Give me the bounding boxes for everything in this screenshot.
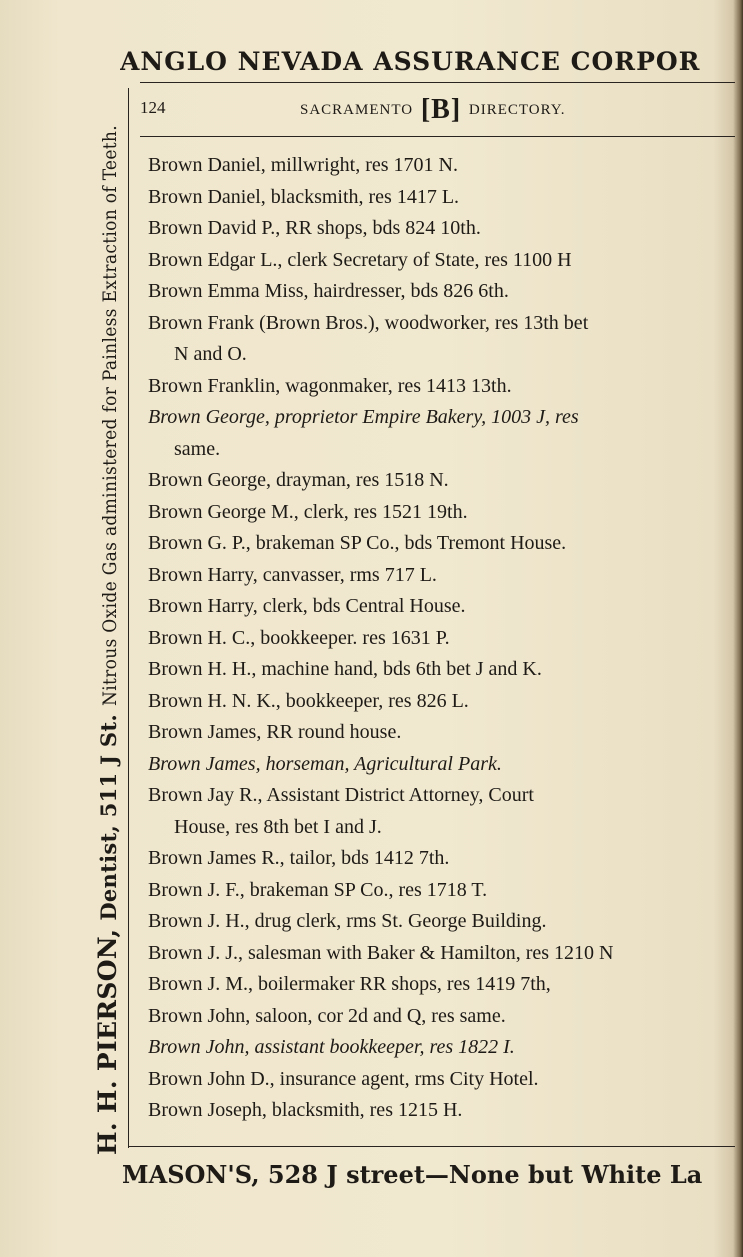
directory-entry: Brown Frank (Brown Bros.), woodworker, res 13th bet bbox=[148, 311, 589, 334]
directory-entry: Brown James R., tailor, bds 1412 7th. bbox=[148, 847, 450, 869]
directory-entry: Brown George, drayman, res 1518 N. bbox=[148, 469, 449, 491]
page-edge-shadow bbox=[733, 0, 743, 1257]
directory-entry: Brown Daniel, millwright, res 1701 N. bbox=[148, 154, 458, 176]
header-rule bbox=[140, 136, 735, 137]
directory-entry: Brown John, assistant bookkeeper, res 1822 I. bbox=[148, 1036, 515, 1058]
side-advertisement-banner bbox=[88, 75, 128, 1155]
side-banner-address: Dentist, 511 J St. bbox=[96, 714, 121, 921]
directory-entry: Brown J. M., boilermaker RR shops, res 1419 7th, bbox=[148, 973, 551, 995]
directory-entry: Brown H. C., bookkeeper. res 1631 P. bbox=[148, 626, 450, 649]
directory-entry: Brown Harry, canvasser, rms 717 L. bbox=[148, 563, 437, 586]
top-rule bbox=[140, 82, 735, 83]
directory-entry: Brown Joseph, blacksmith, res 1215 H. bbox=[148, 1099, 463, 1121]
directory-entry: Brown John, saloon, cor 2d and Q, res same. bbox=[148, 1004, 506, 1027]
directory-entry-continuation: House, res 8th bet I and J. bbox=[174, 815, 382, 838]
running-head-left: SACRAMENTO bbox=[300, 102, 414, 118]
directory-entry: Brown David P., RR shops, bds 824 10th. bbox=[148, 217, 481, 239]
directory-entry: Brown John D., insurance agent, rms City Hotel. bbox=[148, 1067, 539, 1090]
running-header bbox=[140, 90, 735, 130]
bottom-rule bbox=[128, 1146, 735, 1147]
side-banner-name: H. H. PIERSON, bbox=[93, 928, 122, 1155]
top-advertisement-banner: ANGLO NEVADA ASSURANCE CORPOR bbox=[120, 47, 701, 76]
directory-entry: Brown George, proprietor Empire Bakery, 1003 J, res bbox=[148, 406, 579, 428]
directory-entry: Brown Daniel, blacksmith, res 1417 L. bbox=[148, 185, 460, 208]
section-letter: [B] bbox=[420, 94, 462, 125]
side-banner-slogan: Nitrous Oxide Gas administered for Painless Extraction of Teeth. bbox=[99, 125, 121, 707]
running-head-right: DIRECTORY. bbox=[468, 102, 566, 118]
directory-entry: Brown H. H., machine hand, bds 6th bet J and K. bbox=[148, 658, 542, 680]
directory-entry: Brown Franklin, wagonmaker, res 1413 13th. bbox=[148, 374, 512, 397]
running-head bbox=[300, 94, 565, 126]
directory-entry: Brown Emma Miss, hairdresser, bds 826 6th. bbox=[148, 280, 509, 302]
side-rule bbox=[128, 88, 129, 1148]
directory-entries bbox=[148, 150, 738, 1127]
directory-entry: Brown James, horseman, Agricultural Park. bbox=[148, 752, 502, 775]
page-number: 124 bbox=[140, 98, 166, 117]
directory-entry: Brown Edgar L., clerk Secretary of State, res 1100 H bbox=[148, 248, 572, 271]
directory-entry: Brown J. J., salesman with Baker & Hamilton, res 1210 N bbox=[148, 941, 614, 964]
directory-entry: Brown G. P., brakeman SP Co., bds Tremont House. bbox=[148, 532, 567, 554]
footer-advertisement-banner: MASON'S, 528 J street—None but White La bbox=[122, 1160, 703, 1189]
directory-entry: Brown H. N. K., bookkeeper, res 826 L. bbox=[148, 689, 469, 712]
directory-entry-continuation: same. bbox=[174, 437, 221, 460]
directory-entry: Brown J. F., brakeman SP Co., res 1718 T. bbox=[148, 878, 488, 901]
directory-entry: Brown James, RR round house. bbox=[148, 721, 402, 743]
directory-entry: Brown George M., clerk, res 1521 19th. bbox=[148, 500, 468, 523]
directory-entry: Brown Harry, clerk, bds Central House. bbox=[148, 595, 466, 617]
directory-entry-continuation: N and O. bbox=[174, 343, 247, 365]
directory-entry: Brown Jay R., Assistant District Attorney, Court bbox=[148, 784, 534, 806]
directory-entry: Brown J. H., drug clerk, rms St. George Building. bbox=[148, 910, 547, 932]
